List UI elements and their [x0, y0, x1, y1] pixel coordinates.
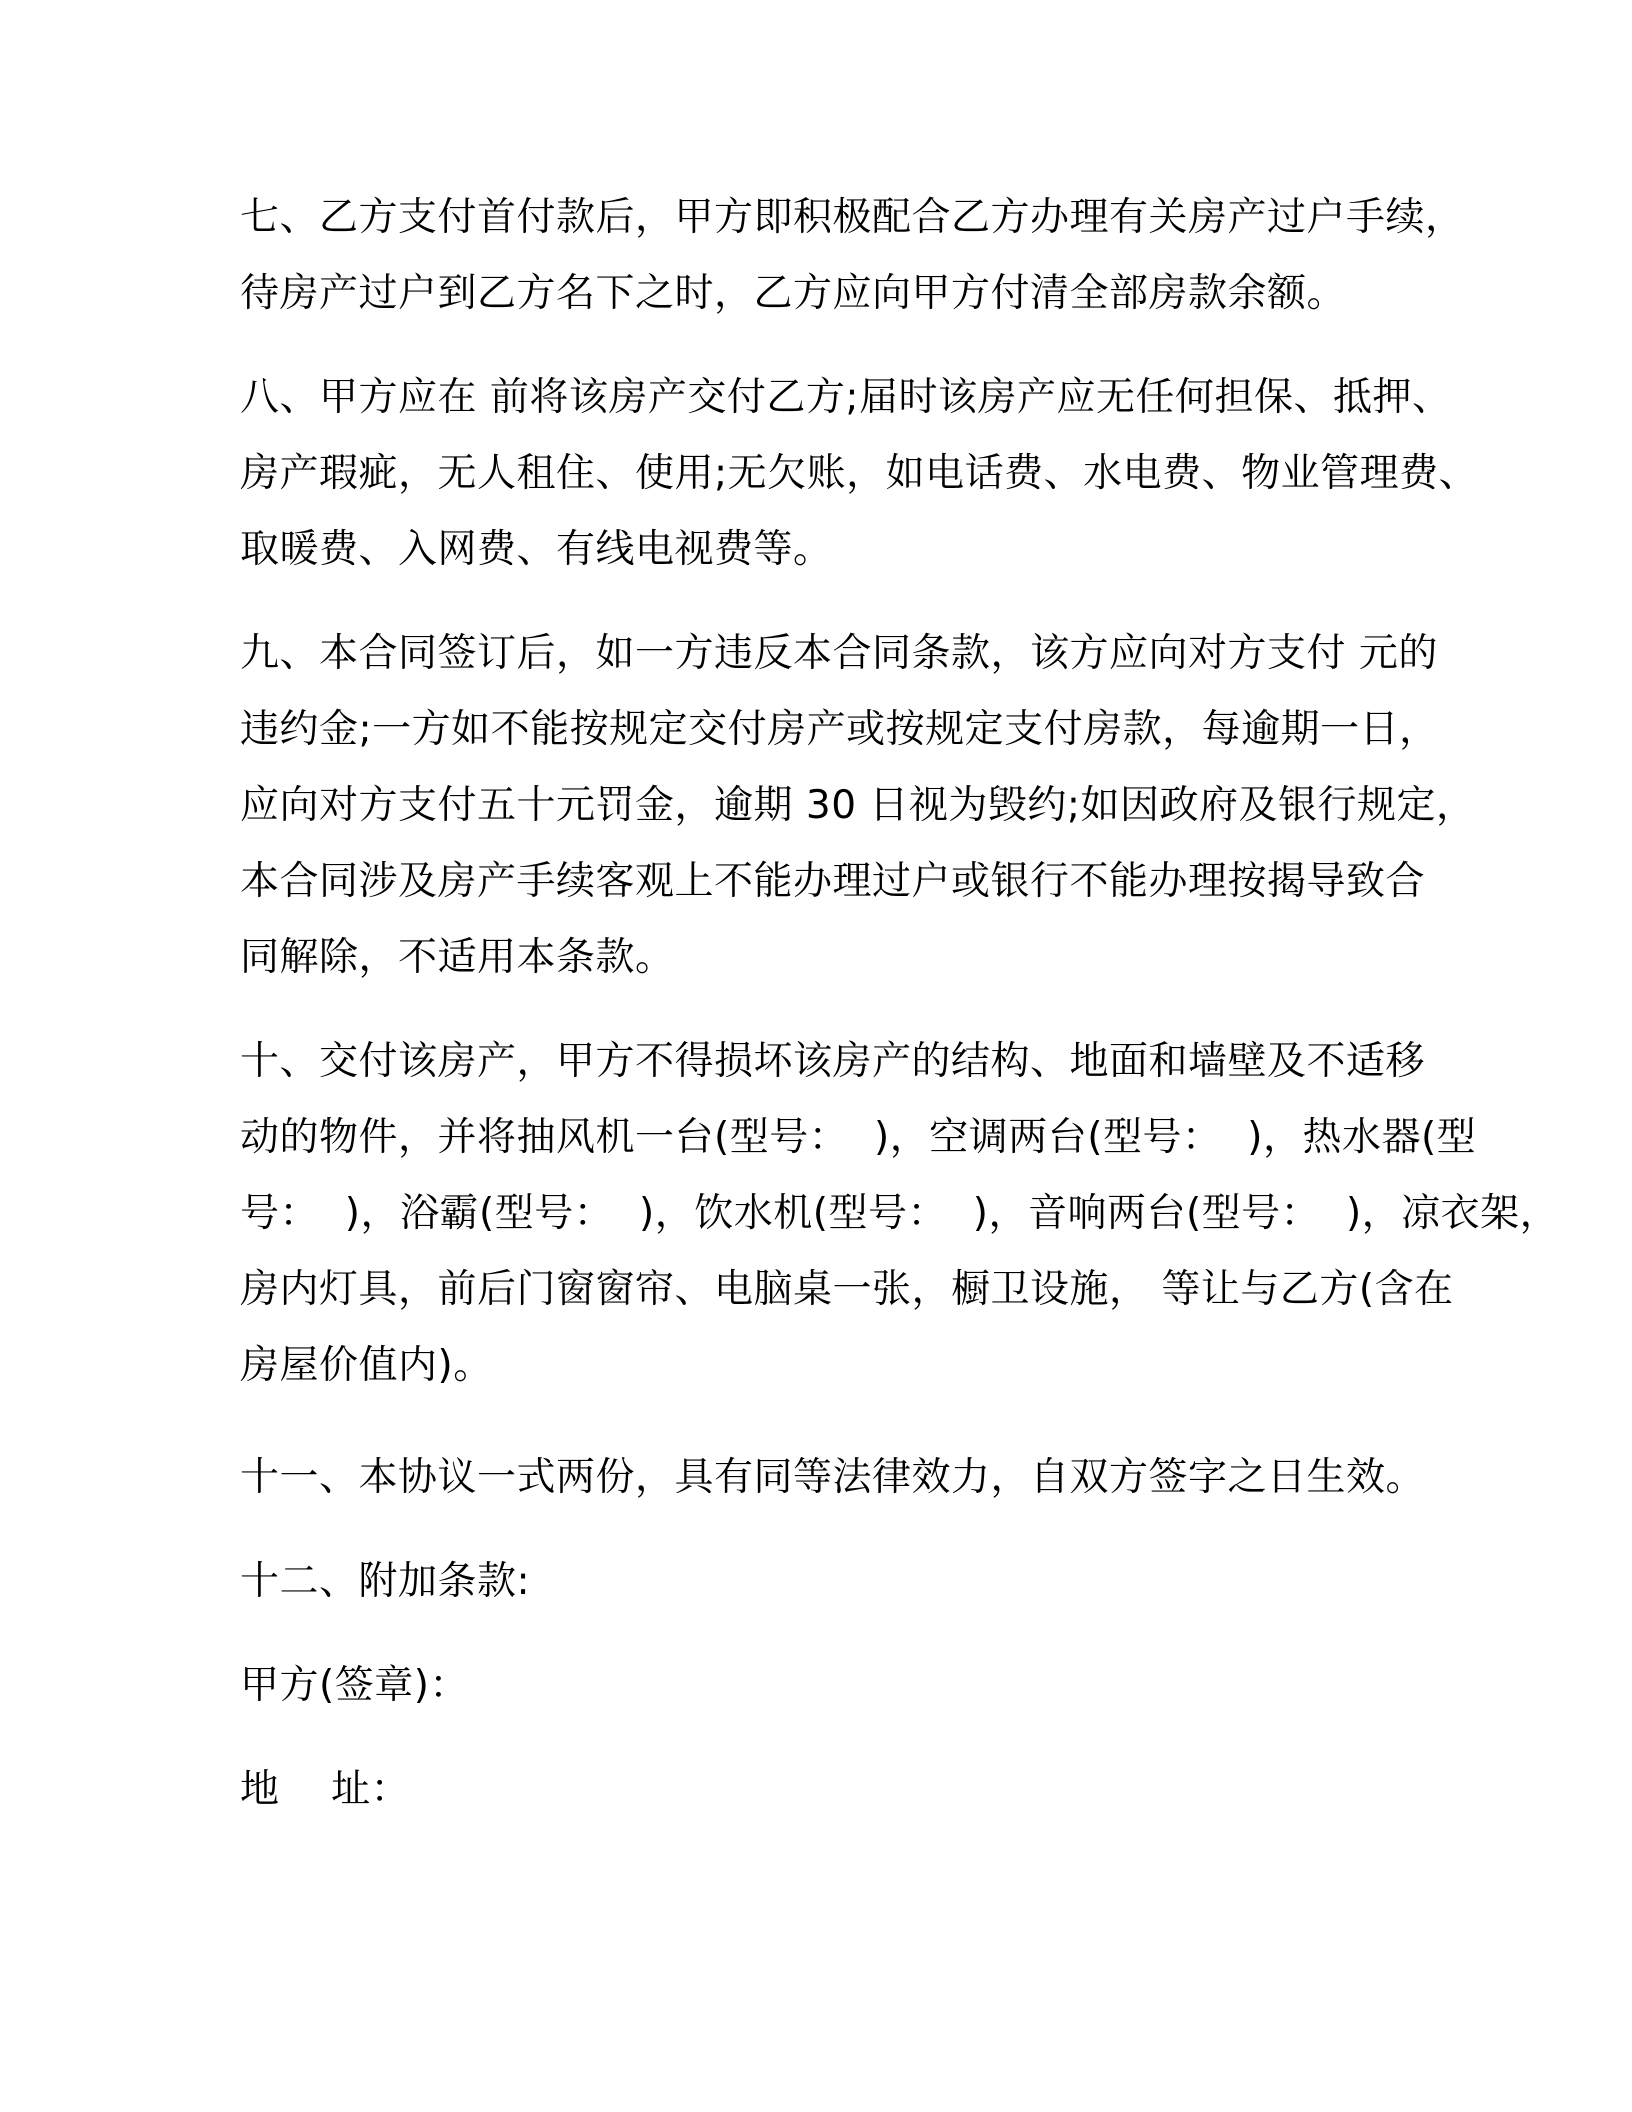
clause-11: 十一、本协议一式两份，具有同等法律效力，自双方签字之日生效。: [240, 1455, 1426, 1500]
clause-12: 十二、附加条款:: [240, 1559, 531, 1604]
clause-8-line-3: 取暖费、入网费、有线电视费等。: [240, 527, 833, 572]
clause-9-line-1: 九、本合同签订后，如一方违反本合同条款，该方应向对方支付 元的: [240, 631, 1438, 676]
clause-10-line-5: 房屋价值内)。: [240, 1343, 493, 1388]
clause-10-line-1: 十、交付该房产，甲方不得损坏该房产的结构、地面和墙壁及不适移: [240, 1039, 1426, 1084]
party-a-signature-label: 甲方(签章)：: [240, 1663, 469, 1708]
clause-7-line-1: 七、乙方支付首付款后，甲方即积极配合乙方办理有关房产过户手续，: [240, 195, 1465, 240]
clause-10-line-3: 号： )，浴霸(型号： )，饮水机(型号： )，音响两台(型号： )，凉衣架，: [240, 1191, 1560, 1236]
clause-9-line-5: 同解除，不适用本条款。: [240, 935, 675, 980]
clause-10-line-2: 动的物件，并将抽风机一台(型号： )，空调两台(型号： )，热水器(型: [240, 1115, 1477, 1160]
clause-9-line-3: 应向对方支付五十元罚金，逾期 30 日视为毁约;如因政府及银行规定，: [240, 783, 1476, 828]
address-label: 地 址：: [240, 1767, 411, 1812]
clause-9-line-2: 违约金;一方如不能按规定交付房产或按规定支付房款，每逾期一日，: [240, 707, 1439, 752]
clause-10-line-4: 房内灯具，前后门窗窗帘、电脑桌一张，橱卫设施， 等让与乙方(含在: [240, 1267, 1454, 1312]
clause-8-line-2: 房产瑕疵，无人租住、使用;无欠账，如电话费、水电费、物业管理费、: [240, 451, 1479, 496]
clause-8-line-1: 八、甲方应在 前将该房产交付乙方;届时该房产应无任何担保、抵押、: [240, 375, 1452, 420]
clause-9-line-4: 本合同涉及房产手续客观上不能办理过户或银行不能办理按揭导致合: [240, 859, 1426, 904]
clause-7-line-2: 待房产过户到乙方名下之时，乙方应向甲方付清全部房款余额。: [240, 271, 1347, 316]
